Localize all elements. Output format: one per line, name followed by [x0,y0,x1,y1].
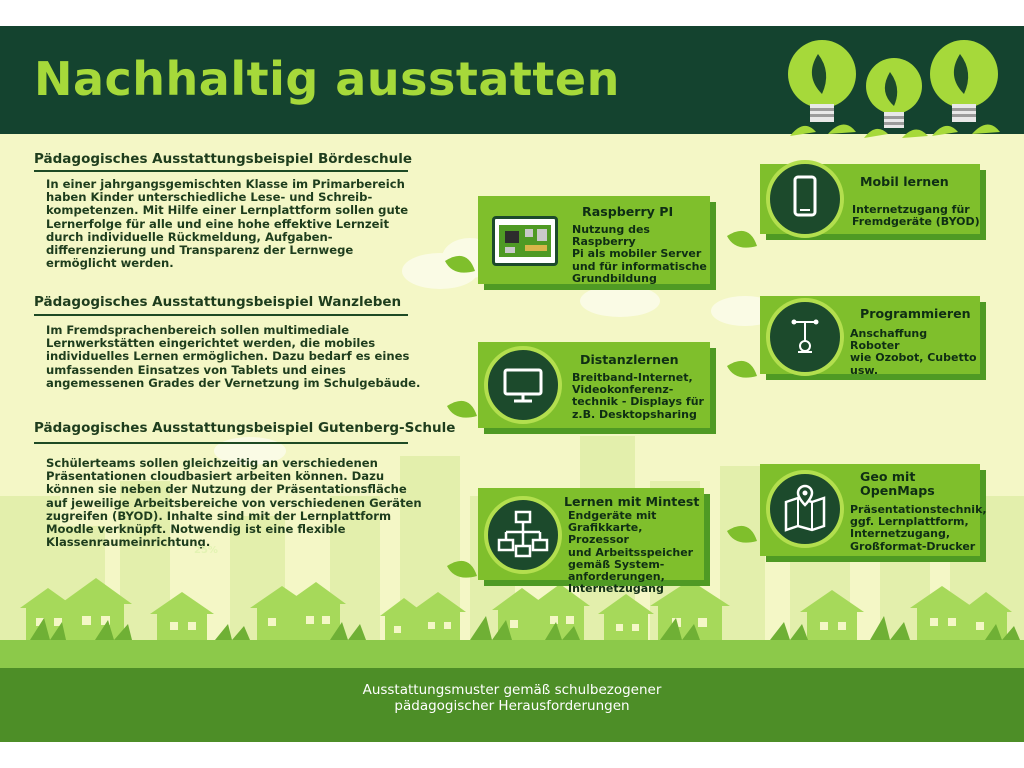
network-icon [484,496,562,574]
card-title: Geo mit OpenMaps [860,469,935,498]
card-description: Endgeräte mit Grafikkarte, Prozessor und Arbeitsspeicher gemäß System- anforderungen, Internetzugang [568,509,694,596]
map-pin-icon [766,470,844,548]
robot-icon [766,298,844,376]
card-description: Internetzugang für Fremdgeräte (BYOD) [852,203,980,229]
section-divider [34,170,408,172]
card-title: Mobil lernen [860,174,949,189]
card-title: Raspberry PI [582,204,674,219]
page-title: Nachhaltig ausstatten [34,52,620,106]
section-text-boerdeschule: In einer jahrgangsgemischten Klasse im Primarbereich haben Kinder unterschiedliche Lese- und Schreib- kompetenzen. Mit Hilfe einer Lernplattform sollen gute Lernerfolge für alle und eine hohe effektive Lernzeit durch individuelle Rückmeldung, Aufgaben- differenzierung und Transparenz der Lernwege ermöglicht werden. [46,177,409,271]
card-programmieren [760,296,980,377]
overlay-percent-label: 25% [194,545,218,556]
section-text-gutenberg: Schülerteams sollen gleichzeitig an verschiedenen Präsentationen cloudbasiert arbeiten können. Dazu können sie neben der Nutzung der Präsentationsfläche auf jeweilige Arbeitsbereiche von verschiedenen Geräten zugreifen (BYOD). Inhalte sind mit der Lernplattform Moodle verknüpft. Notwendig ist eine flexible Klassenraumeinrichtung. [46,456,422,550]
card-title: Distanzlernen [580,352,679,367]
card-title: Lernen mit Mintest [564,494,700,509]
card-distanzlernen [478,342,710,428]
raspberry-pi-board-icon [492,216,558,266]
card-description: Nutzung des Raspberry Pi als mobiler Server und für informatische Grundbildung [572,223,707,285]
card-description: Breitband-Internet, Videokonferenz- technik - Displays für z.B. Desktopsharing [572,371,704,421]
section-text-wanzleben: Im Fremdsprachenbereich sollen multimediale Lernwerkstätten eingerichtet werden, die mobiles individuelles Lernen ermöglichen. Dazu bedarf es eines umfassenden Einsatzes von Tablets und eines angemessenen Grades der Vernetzung im Schulgebäude. [46,323,421,390]
card-lernen-mit-mintest [478,488,704,596]
card-title: Programmieren [860,306,971,321]
monitor-icon [484,346,562,424]
card-geo-openmaps [760,464,987,556]
card-raspberry-pi [478,196,710,284]
section-heading-gutenberg: Pädagogisches Ausstattungsbeispiel Gutenberg-Schule [34,420,456,436]
section-divider [34,442,408,444]
lightbulbs-icon [780,34,1010,144]
section-divider [34,314,408,316]
smartphone-icon [766,160,844,238]
footer-caption: Ausstattungsmuster gemäß schulbezogener pädagogischer Herausforderungen [362,682,662,714]
infographic-poster [0,26,1024,742]
section-heading-boerdeschule: Pädagogisches Ausstattungsbeispiel Bördeschule [34,151,413,167]
section-heading-wanzleben: Pädagogisches Ausstattungsbeispiel Wanzleben [34,294,402,310]
card-description: Präsentationstechnik, ggf. Lernplattform, Internetzugang, Großformat-Drucker [850,503,987,553]
card-description: Anschaffung Roboter wie Ozobot, Cubetto usw. [850,327,977,377]
card-mobil-lernen [760,164,980,234]
